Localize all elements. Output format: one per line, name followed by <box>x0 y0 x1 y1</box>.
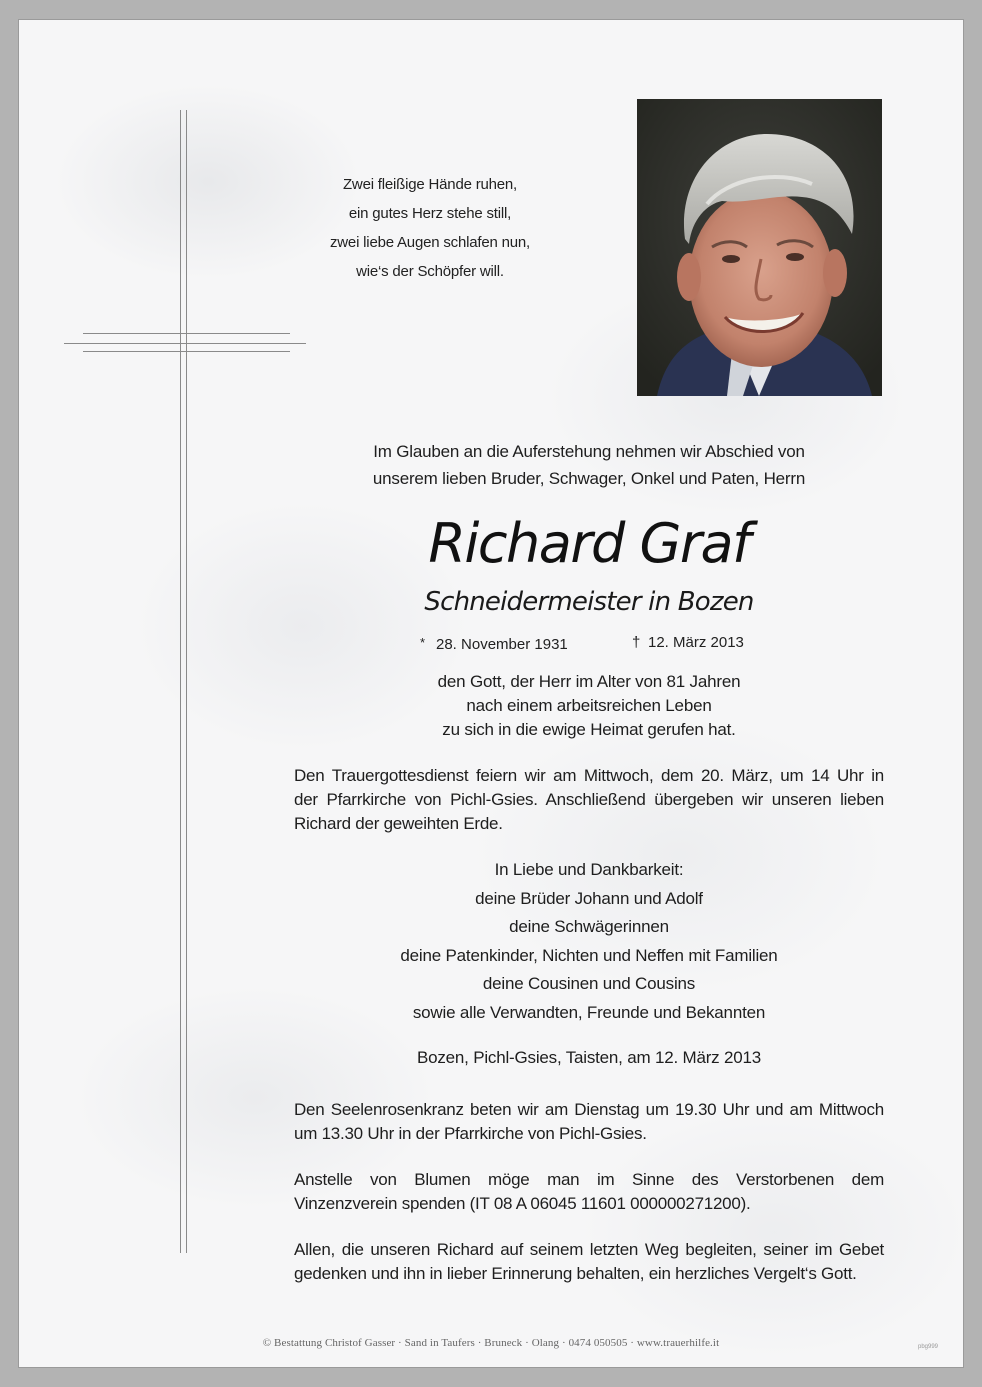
mourners-line: deine Schwägerinnen <box>509 917 669 936</box>
intro-line: unserem lieben Bruder, Schwager, Onkel und Paten, Herrn <box>372 469 806 488</box>
death-date-line <box>632 632 744 654</box>
mourners-line: deine Brüder Johann und Adolf <box>475 888 703 908</box>
birth-date: 28. November 1931 <box>436 636 568 653</box>
donation-paragraph <box>294 1168 884 1216</box>
verse-line: wie‘s der Schöpfer will. <box>356 263 504 280</box>
mourners-list <box>294 856 884 1027</box>
passing-line: zu sich in die ewige Heimat gerufen hat. <box>442 720 736 739</box>
rosary-line: um 13.30 Uhr in der Pfarrkirche von Pichl-Gsies. <box>294 1124 647 1143</box>
verse-line: ein gutes Herz stehe still, <box>348 205 512 222</box>
thanks-paragraph <box>294 1238 884 1286</box>
mourners-line: deine Cousinen und Cousins <box>482 974 696 993</box>
intro-line: Im Glauben an die Auferstehung nehmen wir Abschied von <box>373 442 805 461</box>
deceased-profession: Schneidermeister in Bozen <box>424 587 754 617</box>
mourners-line: sowie alle Verwandten, Freunde und Bekannten <box>412 1002 766 1022</box>
birth-date-line <box>420 632 568 656</box>
thanks-line: Allen, die unseren Richard auf seinem letzten Weg begleiten, seiner im Gebet <box>294 1240 884 1259</box>
service-line: der Pfarrkirche von Pichl-Gsies. Anschließend übergeben wir unseren lieben <box>294 790 884 809</box>
template-code: pbg999 <box>918 1344 939 1350</box>
funeral-home-footer: © Bestattung Christof Gasser · Sand in Taufers · Bruneck · Olang · 0474 050505 · www.trauerhilfe.it <box>262 1337 720 1349</box>
mourners-line: deine Patenkinder, Nichten und Neffen mit Familien <box>400 945 778 965</box>
verse-line: zwei liebe Augen schlafen nun, <box>330 234 530 251</box>
verse-line: Zwei fleißige Hände ruhen, <box>342 176 518 193</box>
farewell-intro <box>294 438 884 492</box>
service-line: Den Trauergottesdienst feiern wir am Mittwoch, dem 20. März, um 14 Uhr in <box>294 766 884 785</box>
rosary-line: Den Seelenrosenkranz beten wir am Dienstag um 19.30 Uhr und am Mittwoch <box>294 1100 884 1119</box>
birth-star-icon: * <box>420 635 426 650</box>
portrait-photo <box>637 99 882 396</box>
passing-text <box>294 670 884 742</box>
memorial-verse <box>300 170 560 286</box>
mourners-line: In Liebe und Dankbarkeit: <box>494 860 684 879</box>
passing-line: den Gott, der Herr im Alter von 81 Jahren <box>437 672 741 691</box>
thanks-line: gedenken und ihn in lieber Erinnerung behalten, ein herzliches Vergelt‘s Gott. <box>294 1264 857 1283</box>
deceased-name: Richard Graf <box>428 512 750 575</box>
funeral-service-paragraph <box>294 764 884 836</box>
rosary-paragraph <box>294 1098 884 1146</box>
donation-line: Vinzenzverein spenden (IT 08 A 06045 11601 000000271200). <box>294 1194 751 1213</box>
service-line: Richard der geweihten Erde. <box>294 814 503 833</box>
donation-line: Anstelle von Blumen möge man im Sinne des Verstorbenen dem <box>294 1170 884 1189</box>
death-cross-icon: † <box>632 634 641 651</box>
passing-line: nach einem arbeitsreichen Leben <box>466 696 712 715</box>
place-and-date: Bozen, Pichl-Gsies, Taisten, am 12. März 2013 <box>416 1048 762 1067</box>
death-date: 12. März 2013 <box>648 634 744 651</box>
